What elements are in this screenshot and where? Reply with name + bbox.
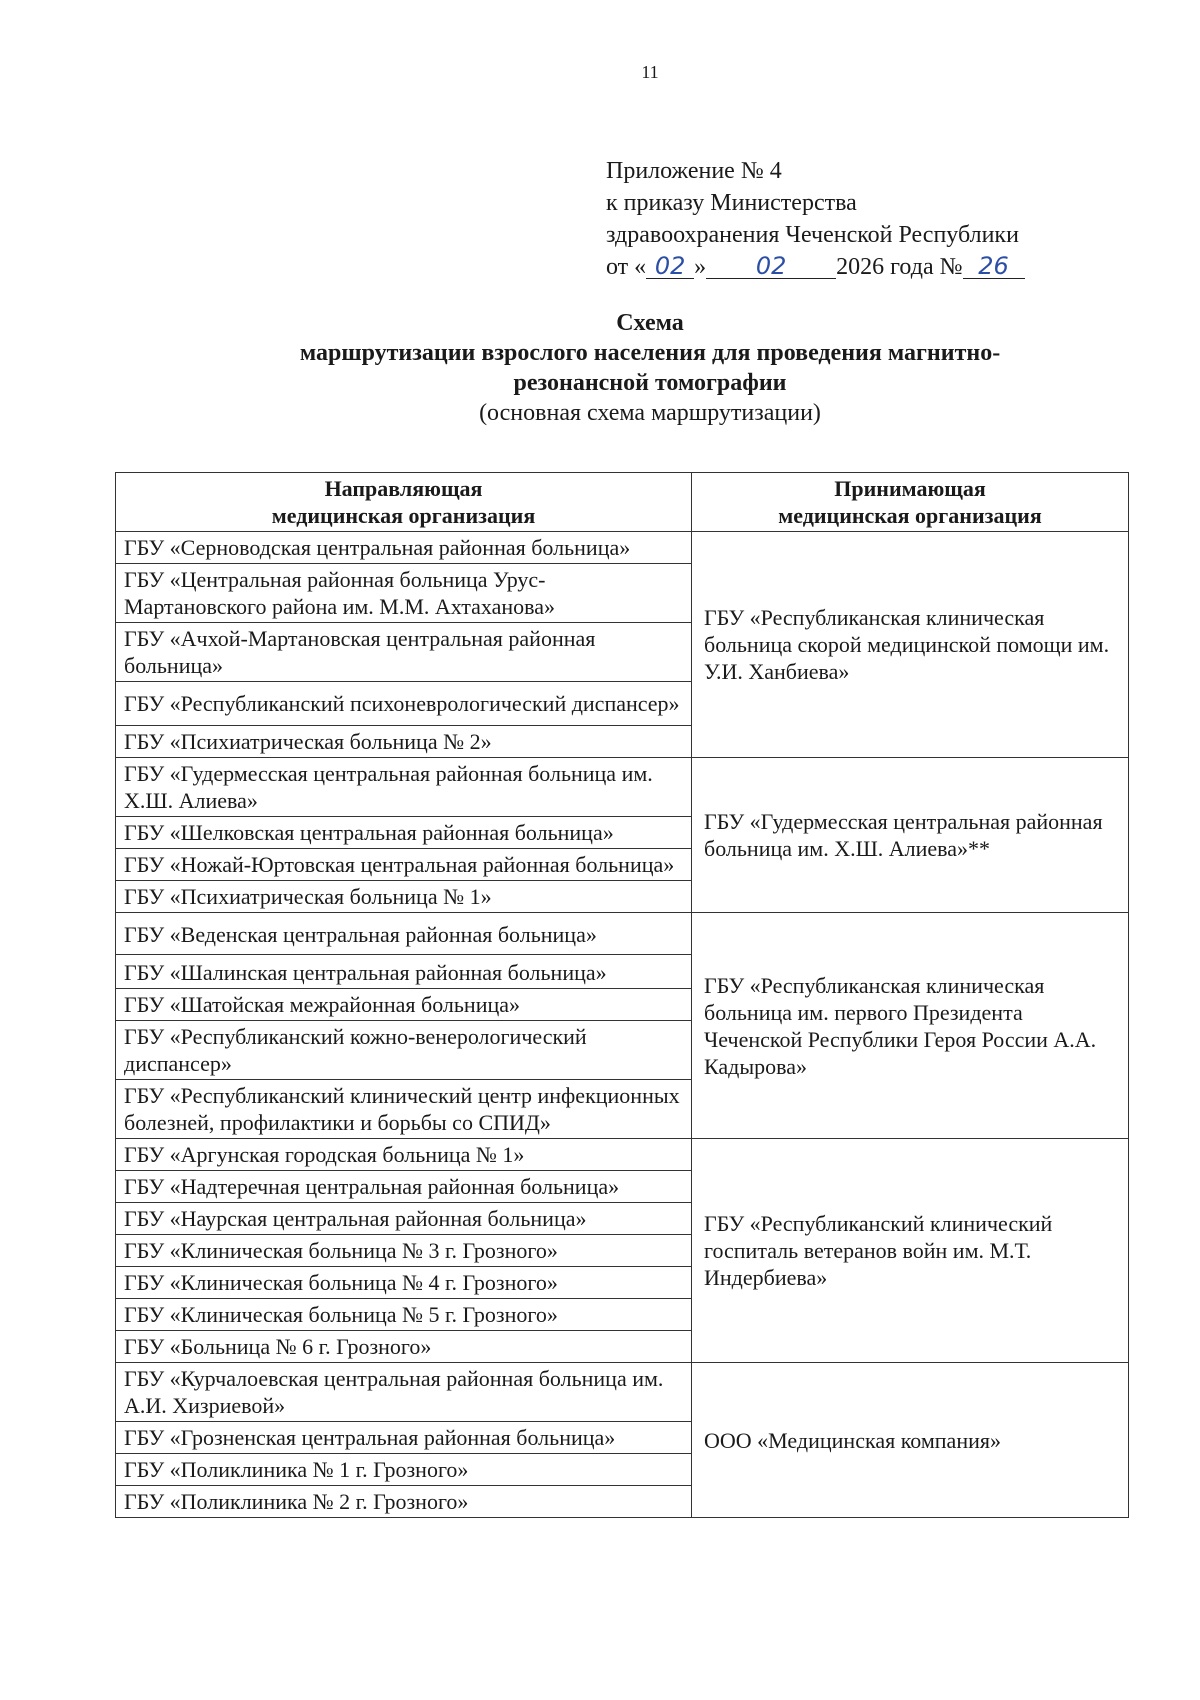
- appendix-header: [606, 155, 1025, 283]
- referring-org: ГБУ «Больница № 6 г. Грозного»: [116, 1331, 692, 1363]
- header-referring-line-2: медицинская организация: [271, 503, 536, 528]
- referring-org: ГБУ «Ножай-Юртовская центральная районная больница»: [116, 849, 692, 881]
- header-referring-line-1: Направляющая: [324, 476, 483, 501]
- referring-org: ГБУ «Клиническая больница № 3 г. Грозного»: [116, 1235, 692, 1267]
- date-year: 2026 года №: [836, 254, 963, 280]
- appendix-line-2: к приказу Министерства: [606, 190, 857, 216]
- table-row: [116, 532, 1129, 564]
- referring-org: ГБУ «Аргунская городская больница № 1»: [116, 1139, 692, 1171]
- referring-org: ГБУ «Поликлиника № 1 г. Грозного»: [116, 1454, 692, 1486]
- header-referring: [116, 473, 692, 532]
- receiving-org: ООО «Медицинская компания»: [692, 1363, 1129, 1518]
- appendix-date-line: [606, 251, 1025, 283]
- routing-table: [115, 472, 1129, 1518]
- title-line-2: маршрутизации взрослого населения для проведения магнитно-: [299, 340, 1001, 366]
- date-mid: »: [694, 254, 707, 280]
- receiving-org: ГБУ «Республиканский клинический госпиталь ветеранов войн им. М.Т. Индербиева»: [692, 1139, 1129, 1363]
- appendix-line-1: Приложение № 4: [606, 158, 782, 184]
- table-header-row: [116, 473, 1129, 532]
- date-day: 02: [646, 254, 694, 279]
- table-row: [116, 913, 1129, 955]
- referring-org: ГБУ «Шалинская центральная районная больница»: [116, 955, 692, 989]
- order-number: 26: [963, 254, 1025, 279]
- referring-org: ГБУ «Гудермесская центральная районная больница им. Х.Ш. Алиева»: [116, 758, 692, 817]
- referring-org: ГБУ «Поликлиника № 2 г. Грозного»: [116, 1486, 692, 1518]
- referring-org: ГБУ «Серноводская центральная районная больница»: [116, 532, 692, 564]
- receiving-org: ГБУ «Гудермесская центральная районная больница им. Х.Ш. Алиева»**: [692, 758, 1129, 913]
- referring-org: ГБУ «Наурская центральная районная больница»: [116, 1203, 692, 1235]
- referring-org: ГБУ «Центральная районная больница Урус-Мартановского района им. М.М. Ахтаханова»: [116, 564, 692, 623]
- appendix-line-3: здравоохранения Чеченской Республики: [606, 222, 1019, 248]
- receiving-org: ГБУ «Республиканская клиническая больница им. первого Президента Чеченской Республики Героя России А.А. Кадырова»: [692, 913, 1129, 1139]
- header-receiving-line-2: медицинская организация: [778, 503, 1042, 528]
- page-number: 11: [641, 62, 659, 82]
- receiving-org: ГБУ «Республиканская клиническая больница скорой медицинской помощи им. У.И. Ханбиева»: [692, 532, 1129, 758]
- title-subtitle: (основная схема маршрутизации): [479, 400, 821, 426]
- referring-org: ГБУ «Веденская центральная районная больница»: [116, 913, 692, 955]
- referring-org: ГБУ «Республиканский клинический центр инфекционных болезней, профилактики и борьбы со СПИД»: [116, 1080, 692, 1139]
- table-row: [116, 1139, 1129, 1171]
- referring-org: ГБУ «Шатойская межрайонная больница»: [116, 989, 692, 1021]
- table-row: [116, 758, 1129, 817]
- title-line-1: Схема: [616, 310, 684, 336]
- date-prefix: от «: [606, 254, 647, 280]
- referring-org: ГБУ «Клиническая больница № 4 г. Грозного»: [116, 1267, 692, 1299]
- document-title: [215, 308, 1085, 428]
- referring-org: ГБУ «Психиатрическая больница № 1»: [116, 881, 692, 913]
- referring-org: ГБУ «Ачхой-Мартановская центральная районная больница»: [116, 623, 692, 682]
- referring-org: ГБУ «Клиническая больница № 5 г. Грозного»: [116, 1299, 692, 1331]
- referring-org: ГБУ «Республиканский кожно-венерологический диспансер»: [116, 1021, 692, 1080]
- table-row: [116, 1363, 1129, 1422]
- referring-org: ГБУ «Республиканский психоневрологический диспансер»: [116, 682, 692, 726]
- referring-org: ГБУ «Грозненская центральная районная больница»: [116, 1422, 692, 1454]
- referring-org: ГБУ «Психиатрическая больница № 2»: [116, 726, 692, 758]
- referring-org: ГБУ «Шелковская центральная районная больница»: [116, 817, 692, 849]
- title-line-3: резонансной томографии: [513, 370, 787, 396]
- header-receiving-line-1: Принимающая: [834, 476, 986, 501]
- referring-org: ГБУ «Курчалоевская центральная районная больница им. А.И. Хизриевой»: [116, 1363, 692, 1422]
- referring-org: ГБУ «Надтеречная центральная районная больница»: [116, 1171, 692, 1203]
- header-receiving: [692, 473, 1129, 532]
- date-month: 02: [706, 254, 836, 279]
